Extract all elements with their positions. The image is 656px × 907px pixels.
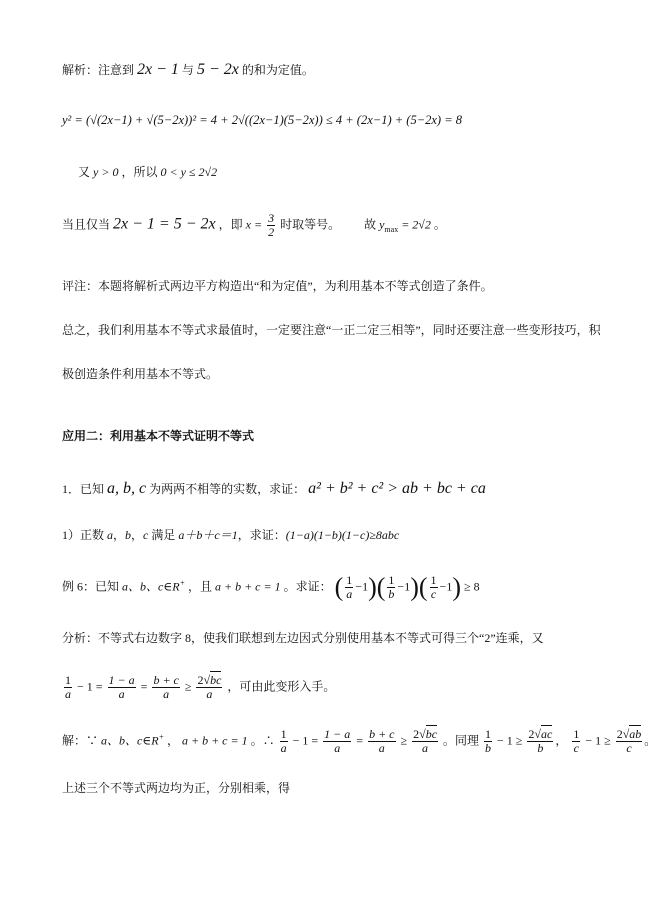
denominator: a [206, 687, 213, 702]
text: 解：∵ [62, 733, 99, 748]
operator: − 1 ≥ [585, 733, 611, 748]
text: 分析：不等式右边数字 8，使我们联想到左边因式分别使用基本不等式可得三个“2”连乘，又 [62, 631, 544, 645]
fraction-1-minus-a-over-a [108, 674, 136, 701]
fraction-b-plus-c-over-a [368, 728, 395, 755]
text: 解析：注意到 [62, 63, 135, 77]
superscript-plus: + [179, 578, 185, 588]
denominator: a [346, 587, 353, 602]
fraction-1-over-b [484, 728, 492, 755]
expr-y: y [379, 217, 385, 232]
expr-x-equals: x = [245, 217, 263, 232]
text: 满足 [151, 528, 176, 542]
minus-one: −1 [397, 579, 411, 594]
minus-one: −1 [355, 579, 369, 594]
numerator: 1 [430, 573, 437, 587]
superscript-plus: + [158, 732, 164, 742]
subscript-max: max [384, 224, 399, 234]
expr-sum-condition: a＋b＋c＝1 [178, 528, 238, 542]
line-problem-1-1: 1）正数 a，b，c 满足 a＋b＋c＝1，求证：(1−a)(1−b)(1−c)≥8abc [62, 528, 400, 542]
equation: y² = (√(2x−1) + √(5−2x))² = 4 + 2√((2x−1)(5−2x)) ≤ 4 + (2x−1) + (5−2x) = 8 [62, 113, 463, 127]
denominator: c [626, 741, 632, 756]
numerator: 1 [280, 727, 287, 741]
expr-abc-in-r: a、b、c∈R [101, 733, 159, 748]
denominator: c [430, 587, 437, 602]
line-summary-continued [62, 368, 218, 380]
line-y-positive [78, 166, 217, 178]
text: 。 [433, 217, 446, 232]
numerator: 1 − a [108, 673, 135, 687]
text: 。 [644, 733, 656, 748]
var-b: b [125, 528, 132, 542]
fraction-2-sqrt-bc-over-a: $\frac{2√bc}{a}$ [197, 673, 222, 702]
fraction-2-sqrt-bc-over-a: $\frac{2√bc}{a}$ [413, 727, 438, 756]
fraction-1-over-c [572, 728, 580, 755]
text: 极创造条件利用基本不等式。 [62, 367, 219, 381]
text: 。同理 [443, 733, 480, 748]
coefficient: 2 [197, 673, 204, 687]
operator: − 1 = [77, 679, 103, 694]
denominator: a [65, 687, 71, 702]
denominator: a [422, 741, 429, 756]
fraction-1-minus-a-over-a [323, 728, 351, 755]
text: 的和为定值。 [241, 63, 314, 77]
radicand: ac [540, 727, 553, 741]
text: 时取等号。 [280, 217, 341, 232]
text: 1）正数 [62, 528, 105, 542]
expr-5-minus-2x: 5 − 2x [196, 61, 239, 78]
text: 1．已知 [62, 482, 105, 496]
denominator: c [573, 741, 579, 756]
text: 当且仅当 [62, 217, 111, 232]
line-analysis [62, 632, 544, 644]
denominator: a [334, 741, 341, 756]
fraction-1-over-a [345, 574, 353, 601]
operator: − 1 ≥ [497, 733, 523, 748]
operator: − 1 = [292, 733, 319, 748]
denominator: a [163, 687, 170, 702]
expr-2x-minus-1: 2x − 1 [137, 61, 179, 78]
var-a: a [107, 528, 114, 542]
expr-y-positive: y > 0 [93, 165, 119, 179]
text: 。∴ [250, 733, 275, 748]
text: ，即 [218, 217, 243, 232]
fraction-1-over-b [387, 574, 395, 601]
text: 上述三个不等式两边均为正，分别相乘，得 [62, 781, 291, 795]
fraction-2-sqrt-ab-over-c: $\frac{2√ab}{c}$ [616, 727, 642, 756]
text: 为两两不相等的实数，求证： [149, 482, 306, 496]
expr-equality: 2x − 1 = 5 − 2x [113, 215, 216, 233]
denominator: a [378, 741, 385, 756]
fraction-three-halves [267, 212, 275, 239]
text: 总之，我们利用基本不等式求最值时，一定要注意“一正二定三相等”，同时还要注意一些变形技巧，积 [62, 323, 601, 337]
numerator: 3 [268, 211, 275, 225]
text: 评注：本题将解析式两边平方构造出“和为定值”，为利用基本不等式创造了条件。 [62, 279, 493, 293]
numerator: b + c [153, 673, 179, 687]
expr-sum-condition: a + b + c = 1 [181, 733, 248, 748]
operator: = [356, 733, 364, 748]
fraction-1-over-a [64, 674, 72, 701]
numerator: b + c [369, 727, 395, 741]
denominator: a [280, 741, 287, 756]
numerator: 1 − a [324, 727, 351, 741]
expr-product-inequality: (1−a)(1−b)(1−c)≥8abc [285, 528, 400, 542]
operator: = [140, 679, 148, 694]
coefficient: 2 [616, 727, 623, 741]
line-problem-1 [62, 481, 486, 497]
denominator: b [388, 587, 395, 602]
line-analysis-intro [62, 62, 314, 78]
text: ， [166, 733, 179, 748]
line-example-6: 例 6：已知 a、b、c∈R+ ，且 a + b + c = 1 。求证： ( $\frac{1}{a}$ −1)( $\frac{1}{b}$ −1)( $\frac{1}{c}$ −1) ≥ 8 [62, 572, 480, 602]
radicand: bc [425, 727, 438, 741]
radicand: ab [629, 727, 642, 741]
line-multiply [62, 782, 290, 794]
numerator: 1 [485, 727, 492, 741]
text: ，所以 [121, 165, 158, 179]
denominator: a [118, 687, 125, 702]
line-solution [62, 728, 656, 755]
fraction-2-sqrt-ac-over-b: $\frac{2√ac}{b}$ [528, 727, 553, 756]
text: 故 [364, 217, 377, 232]
numerator: 1 [573, 727, 580, 741]
numerator: 1 [346, 573, 353, 587]
coefficient: 2 [413, 727, 420, 741]
numerator: 1 [65, 673, 71, 687]
var-c: c [143, 528, 149, 542]
text: 又 [78, 165, 91, 179]
expr-ge-8: ≥ 8 [464, 579, 480, 594]
fraction-b-plus-c-over-a [152, 674, 179, 701]
text: 与 [181, 63, 194, 77]
minus-one: −1 [439, 579, 453, 594]
denominator: 2 [268, 225, 275, 240]
numerator: 1 [388, 573, 395, 587]
fraction-1-over-a [280, 728, 288, 755]
denominator: b [485, 741, 492, 756]
line-comment [62, 280, 493, 292]
expr-abc-in-r: a、b、c∈R [122, 579, 180, 594]
line-summary [62, 324, 601, 336]
expr-sum-condition: a + b + c = 1 [214, 579, 281, 594]
expr-ymax-value: = 2√2 [401, 217, 431, 232]
section-heading: 应用二：利用基本不等式证明不等式 [62, 429, 255, 443]
radicand: bc [210, 673, 222, 687]
fraction-1-over-c [430, 574, 438, 601]
expr-y-range: 0 < y ≤ 2√2 [160, 165, 218, 179]
equation-y-squared [62, 114, 462, 127]
expr-abc: a, b, c [107, 480, 147, 497]
operator: ≥ [400, 733, 408, 748]
line-equality-condition [62, 212, 446, 239]
expr-inequality: a² + b² + c² > ab + bc + ca [308, 480, 486, 497]
denominator: b [537, 741, 544, 756]
operator: ≥ [184, 679, 192, 694]
text: 例 6：已知 [62, 579, 120, 594]
text: 。求证： [283, 579, 332, 594]
text: ， [555, 733, 568, 748]
text: ，可由此变形入手。 [227, 679, 336, 694]
coefficient: 2 [528, 727, 535, 741]
line-transform [62, 674, 335, 701]
text: ，且 [187, 579, 212, 594]
text: ，求证： [237, 528, 286, 542]
